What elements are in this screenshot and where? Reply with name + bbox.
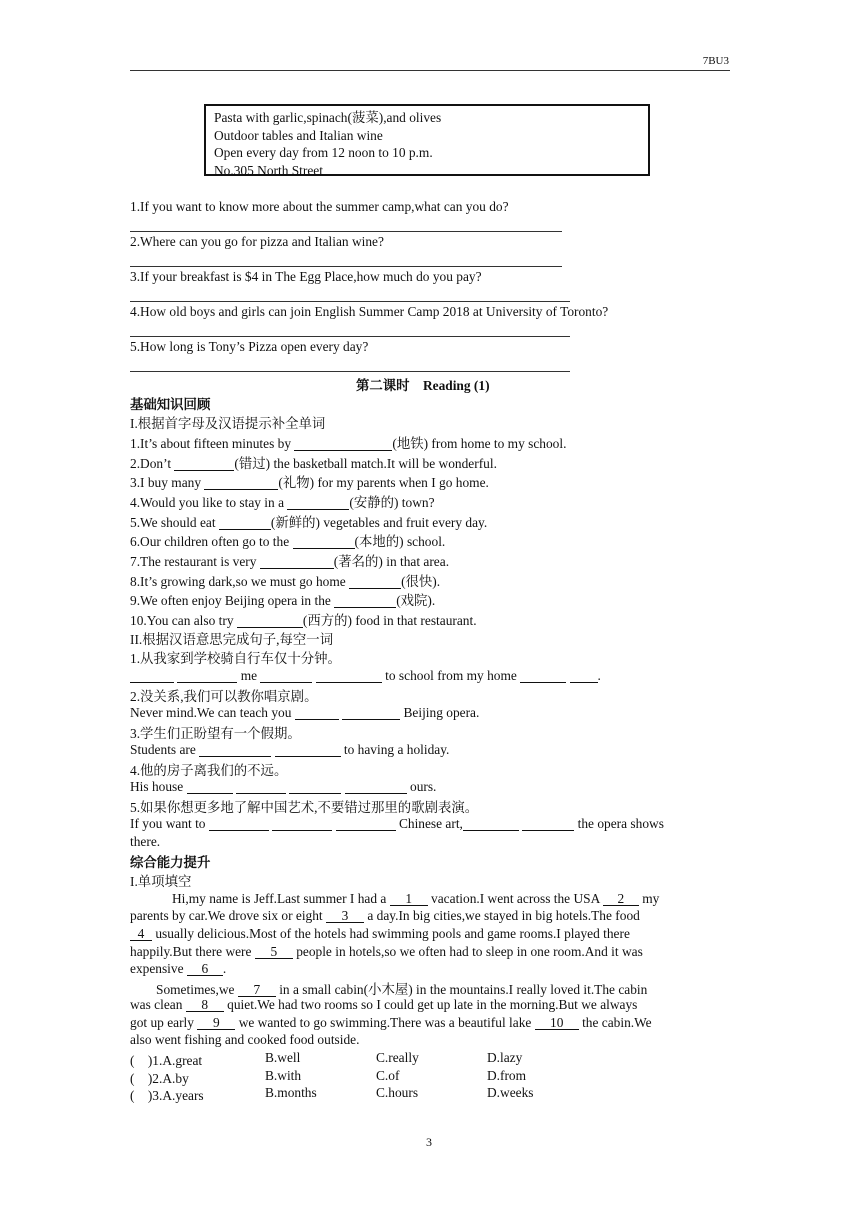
blank[interactable] xyxy=(295,706,339,720)
blank[interactable] xyxy=(204,476,278,490)
question-2: 2.Where can you go for pizza and Italian wine? xyxy=(130,234,384,249)
option-b[interactable]: B.well xyxy=(265,1050,301,1065)
blank[interactable] xyxy=(187,780,233,794)
ad-line: Pasta with garlic,spinach(菠菜),and olives xyxy=(214,110,442,125)
question-3: 3.If your breakfast is $4 in The Egg Place,how much do you pay? xyxy=(130,269,482,284)
cloze-blank[interactable]: 5 xyxy=(255,945,293,959)
part1-title: I.根据首字母及汉语提示补全单词 xyxy=(130,416,326,431)
section-basic: 基础知识回顾 xyxy=(130,397,211,412)
part2-cn: 4.他的房子离我们的不远。 xyxy=(130,763,288,778)
blank[interactable] xyxy=(520,669,566,683)
option-d[interactable]: D.weeks xyxy=(487,1085,534,1100)
blank[interactable] xyxy=(260,555,334,569)
blank[interactable] xyxy=(334,594,396,608)
option-c[interactable]: C.hours xyxy=(376,1085,419,1100)
cloze-blank[interactable]: 3 xyxy=(326,909,364,923)
question-4: 4.How old boys and girls can join English Summer Camp 2018 at University of Toronto? xyxy=(130,304,609,319)
blank[interactable] xyxy=(316,669,382,683)
passage-line: happily.But there were 5 people in hotels,so we often had to sleep in one room.And it was xyxy=(130,944,643,959)
blank[interactable] xyxy=(219,516,271,530)
answer-line[interactable] xyxy=(130,301,570,302)
part2-item-cont: there. xyxy=(130,834,161,849)
passage-line: 4 usually delicious.Most of the hotels had swimming pools and game rooms.I played there xyxy=(130,926,630,942)
page-header-code: 7BU3 xyxy=(702,55,729,67)
cloze-blank[interactable]: 8 xyxy=(186,998,224,1012)
option-d[interactable]: D.from xyxy=(487,1068,527,1083)
option-c[interactable]: C.really xyxy=(376,1050,419,1065)
option-a[interactable]: ( )3.A.years xyxy=(130,1088,204,1103)
blank[interactable] xyxy=(336,817,396,831)
header-rule xyxy=(130,70,730,71)
ad-line: No.305 North Street xyxy=(214,162,323,178)
cloze-blank[interactable]: 4 xyxy=(130,927,152,941)
part2-item: me to school from my home . xyxy=(130,668,601,684)
blank[interactable] xyxy=(287,496,349,510)
blank[interactable] xyxy=(174,457,234,471)
part1-item: 4.Would you like to stay in a (安静的) town? xyxy=(130,495,435,510)
cloze-blank[interactable]: 7 xyxy=(238,983,276,997)
option-a[interactable]: ( )1.A.great xyxy=(130,1053,203,1068)
passage-line: also went fishing and cooked food outside. xyxy=(130,1032,360,1047)
part2-cn: 5.如果你想更多地了解中国艺术,不要错过那里的歌剧表演。 xyxy=(130,800,479,815)
answer-line[interactable] xyxy=(130,371,570,372)
blank[interactable] xyxy=(237,614,303,628)
blank[interactable] xyxy=(260,669,312,683)
blank[interactable] xyxy=(209,817,269,831)
cloze-blank[interactable]: 9 xyxy=(197,1016,235,1030)
option-b[interactable]: B.months xyxy=(265,1085,317,1100)
part1-item: 3.I buy many (礼物) for my parents when I go home. xyxy=(130,475,489,490)
blank[interactable] xyxy=(236,780,286,794)
option-c[interactable]: C.of xyxy=(376,1068,400,1083)
passage-line: parents by car.We drove six or eight 3 a day.In big cities,we stayed in big hotels.The food xyxy=(130,908,640,923)
blank[interactable] xyxy=(293,535,355,549)
cloze-blank[interactable]: 6 xyxy=(187,962,223,976)
part1-item: 7.The restaurant is very (著名的) in that area. xyxy=(130,554,450,569)
part1-item: 5.We should eat (新鲜的) vegetables and fruit every day. xyxy=(130,515,488,530)
blank[interactable] xyxy=(294,437,392,451)
section-ability: 综合能力提升 xyxy=(130,855,211,870)
passage-line: got up early 9 we wanted to go swimming.There was a beautiful lake 10 the cabin.We xyxy=(130,1015,652,1030)
passage-line: expensive 6 . xyxy=(130,961,227,976)
question-5: 5.How long is Tony’s Pizza open every day? xyxy=(130,339,369,354)
option-row xyxy=(130,1050,523,1069)
blank[interactable] xyxy=(272,817,332,831)
answer-line[interactable] xyxy=(130,336,570,337)
part2-title: II.根据汉语意思完成句子,每空一词 xyxy=(130,632,334,647)
part2-cn: 2.没关系,我们可以教你唱京剧。 xyxy=(130,689,318,704)
blank[interactable] xyxy=(349,575,401,589)
blank[interactable] xyxy=(522,817,574,831)
answer-line[interactable] xyxy=(130,231,562,232)
part1-item: 9.We often enjoy Beijing opera in the (戏院). xyxy=(130,593,436,608)
question-1: 1.If you want to know more about the summer camp,what can you do? xyxy=(130,199,509,214)
part1-item: 1.It’s about fifteen minutes by (地铁) from home to my school. xyxy=(130,436,567,451)
option-b[interactable]: B.with xyxy=(265,1068,302,1083)
part1-item: 10.You can also try (西方的) food in that restaurant. xyxy=(130,613,477,628)
part3-title: I.单项填空 xyxy=(130,874,192,889)
part1-item: 2.Don’t (错过) the basketball match.It will be wonderful. xyxy=(130,456,497,471)
ad-line: Open every day from 12 noon to 10 p.m. xyxy=(214,145,433,161)
part1-item: 6.Our children often go to the (本地的) school. xyxy=(130,534,446,549)
part2-cn: 1.从我家到学校骑自行车仅十分钟。 xyxy=(130,651,341,666)
blank[interactable] xyxy=(289,780,341,794)
passage-line: was clean 8 quiet.We had two rooms so I could get up late in the morning.But we always xyxy=(130,997,638,1012)
cloze-blank[interactable]: 2 xyxy=(603,892,639,906)
ad-line: Outdoor tables and Italian wine xyxy=(214,127,383,143)
passage-line: Sometimes,we 7 in a small cabin(小木屋) in the mountains.I really loved it.The cabin xyxy=(156,982,648,997)
blank[interactable] xyxy=(130,669,174,683)
blank[interactable] xyxy=(463,817,519,831)
option-a[interactable]: ( )2.A.by xyxy=(130,1071,189,1086)
blank[interactable] xyxy=(345,780,407,794)
cloze-blank[interactable]: 1 xyxy=(390,892,428,906)
blank[interactable] xyxy=(570,669,598,683)
blank[interactable] xyxy=(342,706,400,720)
part2-item: Students are to having a holiday. xyxy=(130,742,450,757)
lesson-title: 第二课时 Reading (1) xyxy=(356,378,490,393)
blank[interactable] xyxy=(199,743,271,757)
passage-line: Hi,my name is Jeff.Last summer I had a 1 vacation.I went across the USA 2 my xyxy=(172,891,660,906)
cloze-blank[interactable]: 10 xyxy=(535,1016,579,1030)
restaurant-ad-box xyxy=(204,104,650,176)
blank[interactable] xyxy=(275,743,341,757)
part2-item: Never mind.We can teach you Beijing opera. xyxy=(130,705,480,720)
part1-item: 8.It’s growing dark,so we must go home (很快). xyxy=(130,574,441,589)
option-d[interactable]: D.lazy xyxy=(487,1050,523,1065)
blank[interactable] xyxy=(177,669,237,683)
part2-item: If you want to Chinese art, the opera shows xyxy=(130,816,664,831)
answer-line[interactable] xyxy=(130,266,562,267)
part2-cn: 3.学生们正盼望有一个假期。 xyxy=(130,726,301,741)
part2-item: His house ours. xyxy=(130,779,437,794)
page-number: 3 xyxy=(426,1135,432,1149)
option-row xyxy=(130,1085,534,1104)
